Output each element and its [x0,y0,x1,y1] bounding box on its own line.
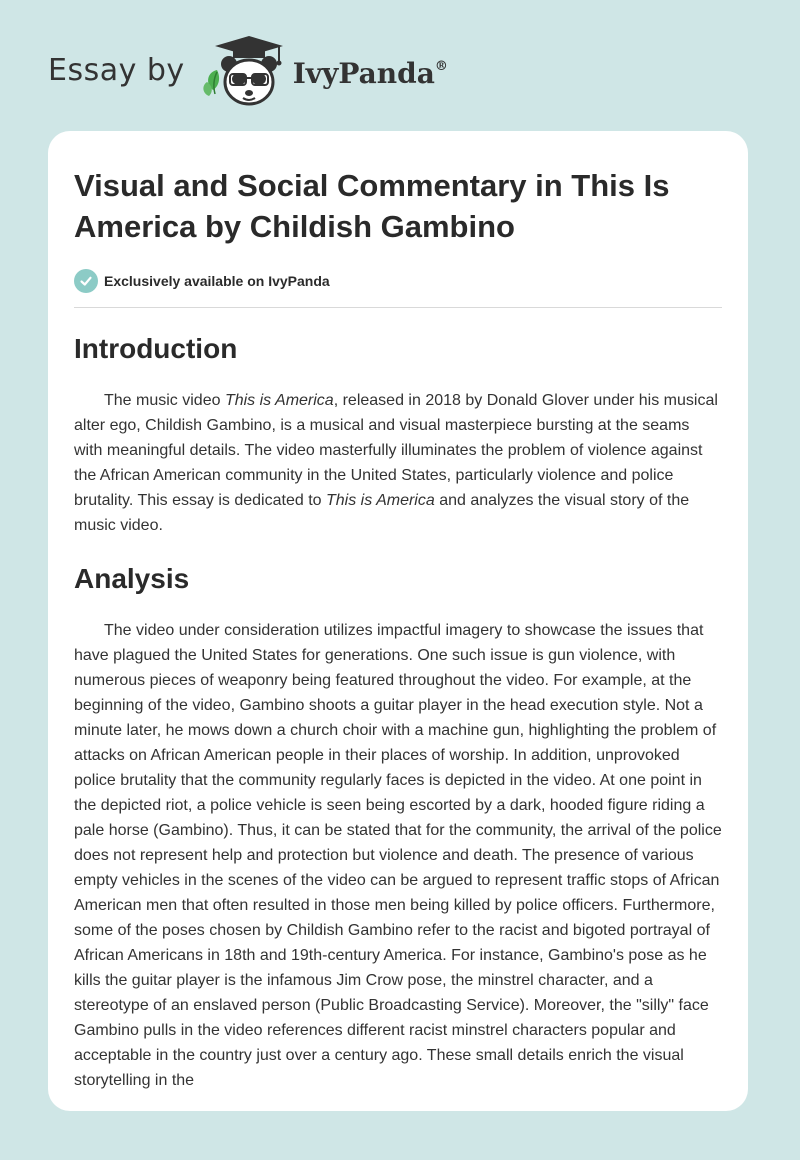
analysis-paragraph: The video under consideration utilizes impactful imagery to showcase the issues that have plagued the United States for generations. One such issue is gun violence, with numerous pieces of weaponry being featured throughout the video. For example, at the beginning of the video, Gambino shoots a guitar player in the head execution style. Not a minute later, he mows down a church choir with a machine gun, highlighting the problem of attacks on African American people in their places of worship. In addition, unprovoked police brutality that the community regularly faces is depicted in the video. At one point in the depicted riot, a police vehicle is seen being escorted by a dark, hooded figure riding a pale horse (Gambino). Thus, it can be stated that for the community, the arrival of the police does not represent help and protection but violence and death. The presence of various empty vehicles in the scenes of the video can be argued to represent traffic stops of African American men that often resulted in those men being killed by police officers. Furthermore, some of the poses chosen by Childish Gambino refer to the racist and bigoted portrayal of African Americans in 18th and 19th-century America. For instance, Gambino's pose as he kills the guitar player is the infamous Jim Crow pose, the minstrel character, and a stereotype of an enslaved person (Public Broadcasting Service). Moreover, the "silly" face Gambino pulls in the video references different racist minstrel characters popular and acceptable in the country just over a century ago. These small details enrich the visual storytelling in the [74,622,722,1089]
leaf-icon [203,70,219,96]
essay-by-label: Essay by [48,52,185,88]
panda-logo-icon[interactable] [199,32,291,112]
badge-text: Exclusively available on IvyPanda [104,273,330,289]
site-header [48,32,448,112]
introduction-paragraph: The music video This is America, released in 2018 by Donald Glover under his musical alter ego, Childish Gambino, is a musical and visual masterpiece bursting at the seams with meaningful details. The video masterfully illuminates the problem of violence against the African American community in the United States, particularly violence and police brutality. This essay is dedicated to This is America and analyzes the visual story of the music video. [74,392,718,534]
page-title: Visual and Social Commentary in This Is America by Childish Gambino [74,168,670,244]
section-heading-introduction: Introduction [74,333,238,364]
exclusive-badge [74,269,722,308]
brand-name[interactable]: IvyPanda® [292,56,448,90]
registered-mark: ® [434,58,448,74]
essay-card [48,131,748,1111]
section-heading-analysis: Analysis [74,563,190,594]
check-icon [74,269,98,293]
